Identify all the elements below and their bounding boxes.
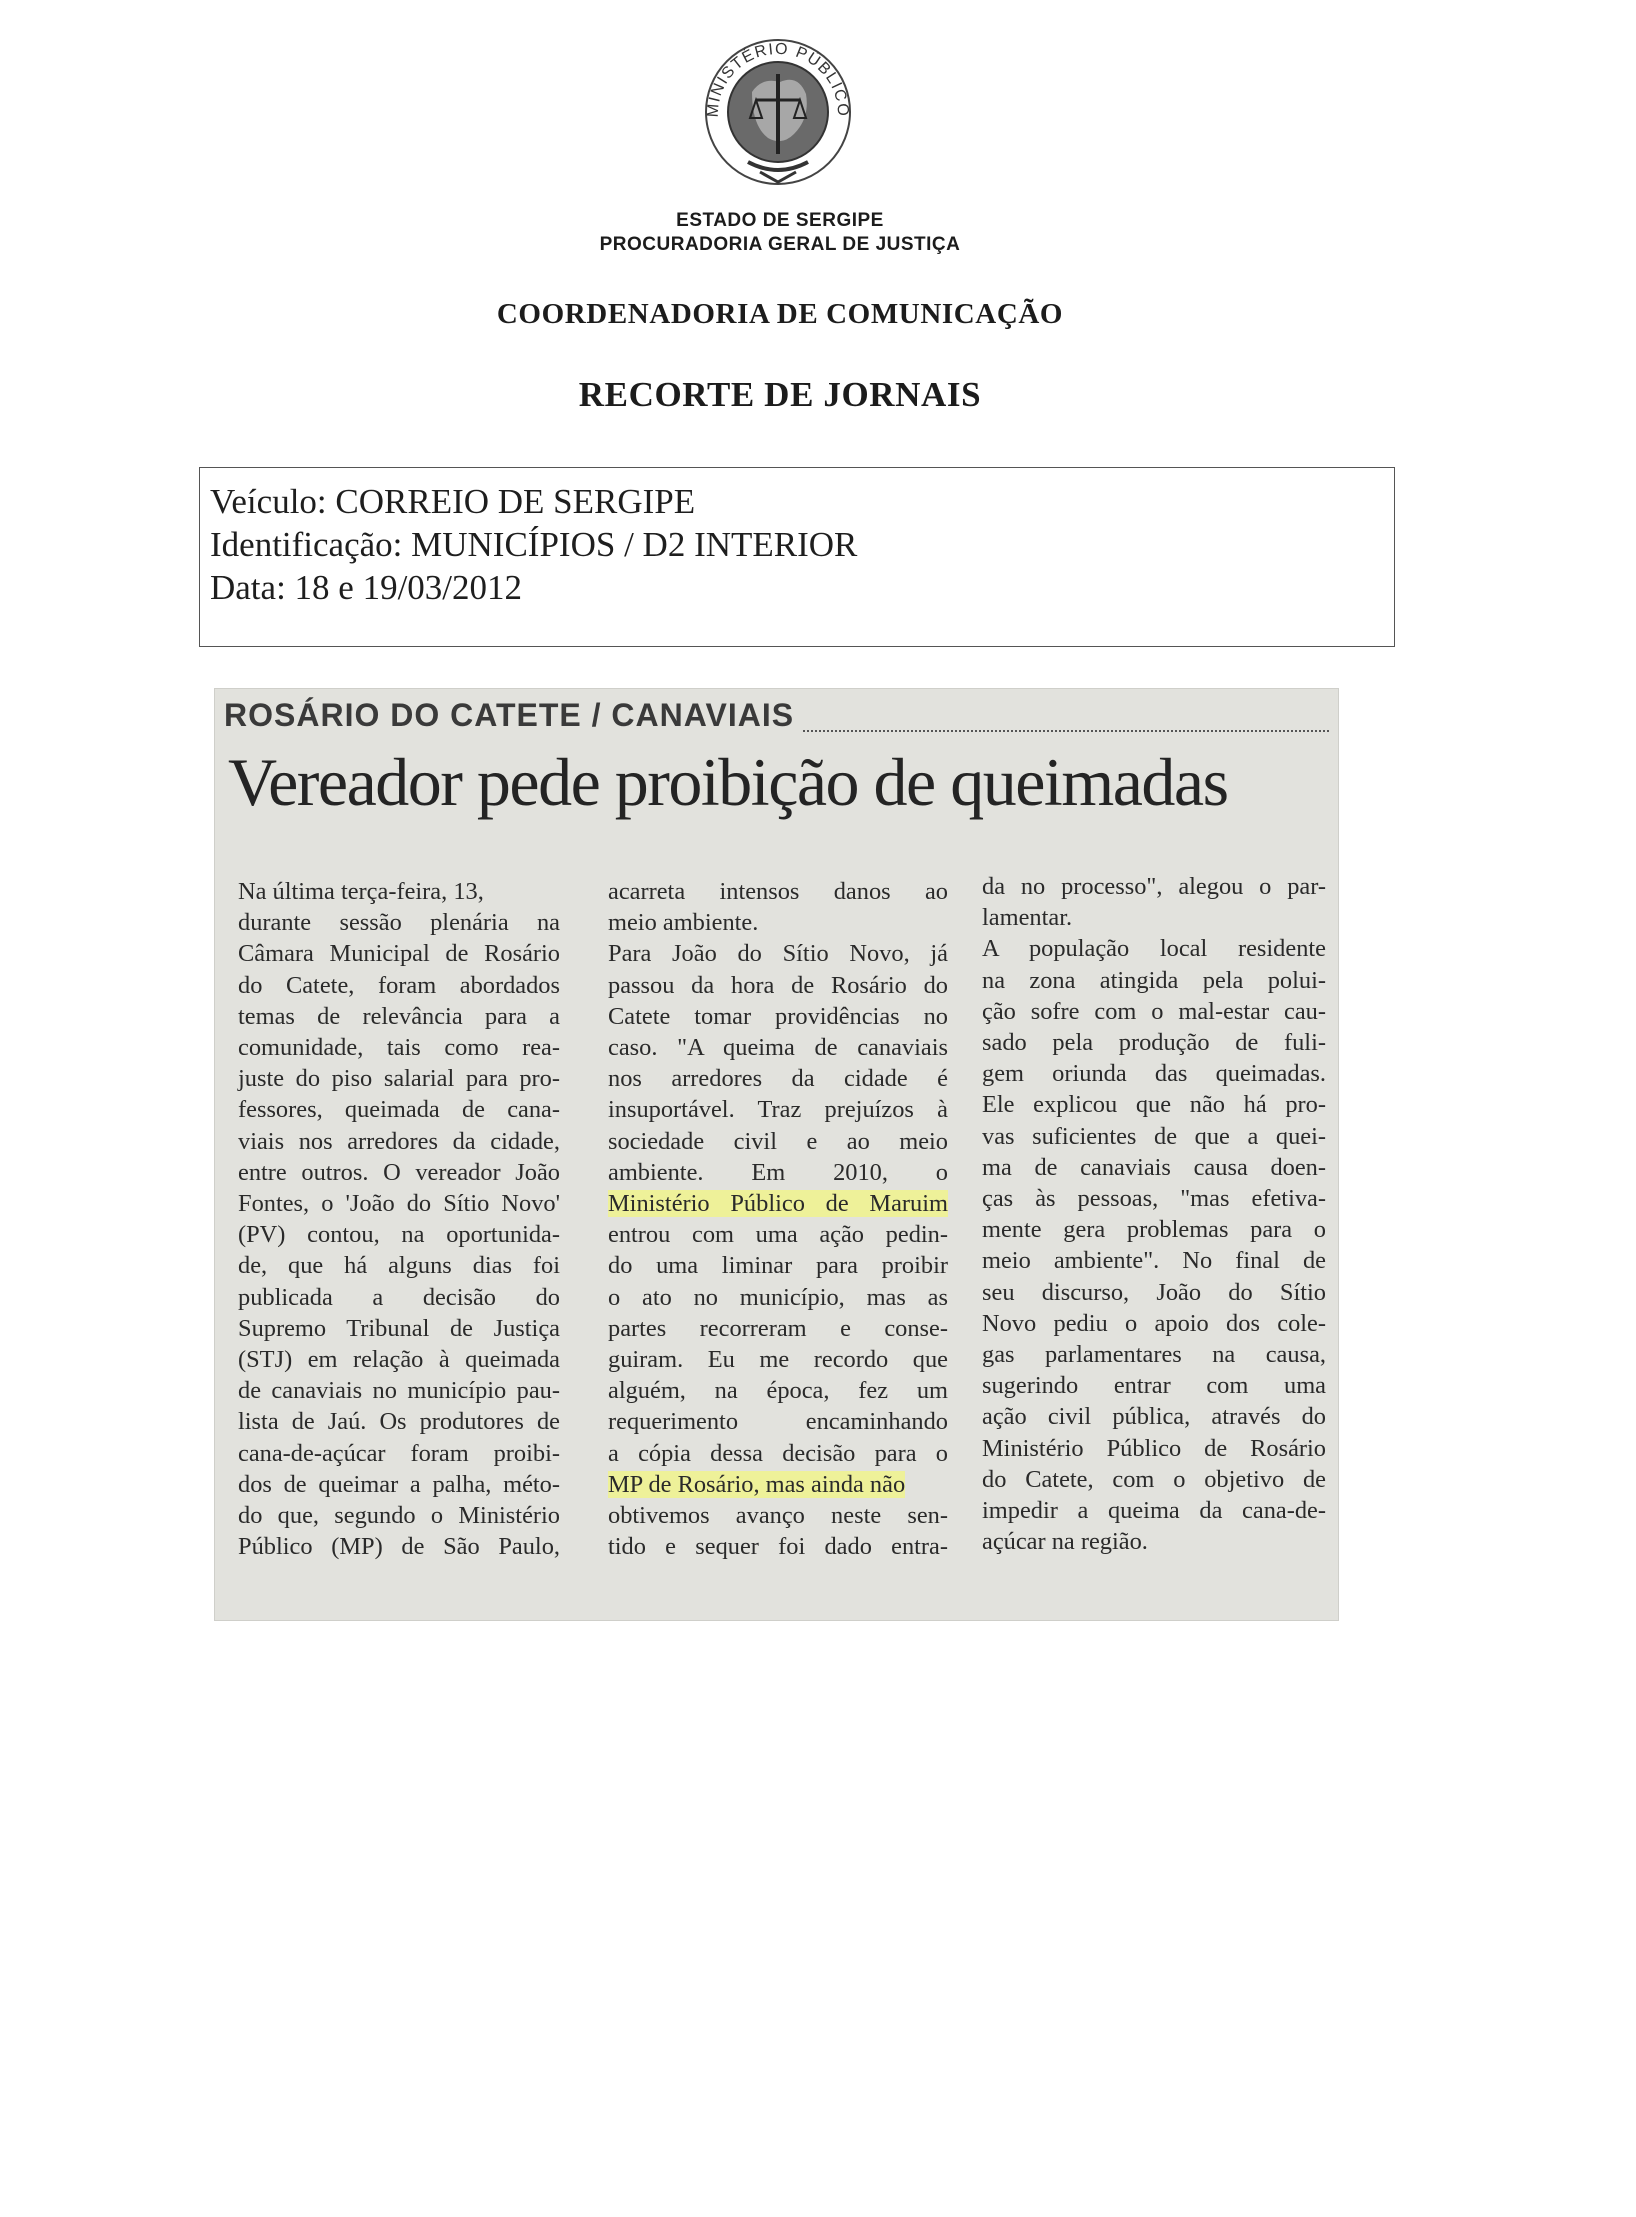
- article-line: meio ambiente". No final de: [982, 1247, 1326, 1275]
- article-line: publicada a decisão do: [238, 1283, 560, 1311]
- highlighted-text: Ministério Público de Maruim: [608, 1190, 948, 1218]
- article-line: gas parlamentares na causa,: [982, 1341, 1326, 1369]
- article-line: do Catete, foram abordados: [238, 971, 560, 999]
- article-line: do Catete, com o objetivo de: [982, 1465, 1326, 1493]
- date-line: Data: 18 e 19/03/2012: [210, 568, 523, 607]
- article-line: A população local residente: [982, 935, 1326, 963]
- article-line: Catete tomar providências no: [608, 1002, 948, 1030]
- article-line: meio ambiente.: [608, 909, 759, 937]
- article-line: de canaviais no município pau-: [238, 1377, 560, 1405]
- article-line: insuportável. Traz prejuízos à: [608, 1096, 948, 1124]
- article-line: sociedade civil e ao meio: [608, 1127, 948, 1155]
- newspaper-clipping: [214, 688, 1339, 1621]
- article-line: acarreta intensos danos ao: [608, 878, 948, 905]
- article-column-3: [982, 871, 1326, 1557]
- article-line: de, que há alguns dias foi: [238, 1252, 560, 1280]
- article-line: Novo pediu o apoio dos cole-: [982, 1309, 1326, 1337]
- article-line: ação civil pública, através do: [982, 1403, 1326, 1431]
- article-line: Supremo Tribunal de Justiça: [238, 1314, 560, 1342]
- article-line: Fontes, o 'João do Sítio Novo': [238, 1190, 560, 1218]
- article-line: na zona atingida pela polui-: [982, 966, 1326, 994]
- article-line: passou da hora de Rosário do: [608, 971, 948, 999]
- article-line: sugerindo entrar com uma: [982, 1372, 1326, 1400]
- department-name: PROCURADORIA GERAL DE JUSTIÇA: [599, 234, 961, 255]
- article-line: gem oriunda das queimadas.: [982, 1060, 1326, 1088]
- article-line: açúcar na região.: [982, 1528, 1148, 1556]
- article-line: (STJ) em relação à queimada: [238, 1346, 560, 1374]
- article-line: Público (MP) de São Paulo,: [238, 1533, 560, 1561]
- article-line: ma de canaviais causa doen-: [982, 1153, 1326, 1181]
- article-line: Para João do Sítio Novo, já: [608, 940, 948, 968]
- coordination-title: COORDENADORIA DE COMUNICAÇÃO: [496, 298, 1064, 330]
- article-line: do que, segundo o Ministério: [238, 1502, 560, 1530]
- article-line: fessores, queimada de cana-: [238, 1096, 560, 1124]
- article-line: obtivemos avanço neste sen-: [608, 1502, 948, 1530]
- article-line: partes recorreram e conse-: [608, 1314, 948, 1342]
- article-line: guiram. Eu me recordo que: [608, 1346, 948, 1374]
- article-line: dos de queimar a palha, méto-: [238, 1470, 560, 1498]
- article-line: viais nos arredores da cidade,: [238, 1127, 560, 1155]
- seal-text: MINISTÉRIO PÚBLICO: [704, 40, 852, 118]
- clipping-title: RECORTE DE JORNAIS: [578, 375, 982, 414]
- article-line: ção sofre com o mal-estar cau-: [982, 997, 1326, 1025]
- article-line: comunidade, tais como rea-: [238, 1034, 560, 1062]
- article-line: Câmara Municipal de Rosário: [238, 940, 560, 968]
- article-line: seu discurso, João do Sítio: [982, 1278, 1326, 1306]
- article-line: (PV) contou, na oportunida-: [238, 1221, 560, 1249]
- article-line: durante sessão plenária na: [238, 909, 560, 937]
- publication-info-box: [199, 467, 1395, 647]
- article-line: lamentar.: [982, 904, 1073, 932]
- article-line: caso. "A queima de canaviais: [608, 1034, 948, 1062]
- article-column-2: [608, 876, 948, 1562]
- article-column-1: [228, 876, 560, 1562]
- vehicle-line: Veículo: CORREIO DE SERGIPE: [210, 482, 696, 521]
- article-line: lista de Jaú. Os produtores de: [238, 1408, 560, 1436]
- identification-line: Identificação: MUNICÍPIOS / D2 INTERIOR: [210, 525, 858, 564]
- article-line: juste do piso salarial para pro-: [238, 1065, 560, 1093]
- ministerio-publico-seal-logo: [690, 22, 866, 198]
- article-line: [608, 1469, 948, 1500]
- article-line: nos arredores da cidade é: [608, 1065, 948, 1093]
- article-line: temas de relevância para a: [238, 1002, 560, 1030]
- article-line: da no processo", alegou o par-: [982, 873, 1326, 900]
- article-line: ças às pessoas, "mas efetiva-: [982, 1185, 1326, 1213]
- article-line: alguém, na época, fez um: [608, 1377, 948, 1405]
- article-line: do uma liminar para proibir: [608, 1252, 948, 1280]
- article-line: vas suficientes de que a quei-: [982, 1122, 1326, 1150]
- article-line: impedir a queima da cana-de-: [982, 1497, 1326, 1525]
- article-line: a cópia dessa decisão para o: [608, 1439, 948, 1467]
- state-name: ESTADO DE SERGIPE: [676, 210, 884, 231]
- highlighted-text: MP de Rosário, mas ainda não: [608, 1470, 906, 1498]
- article-line: tido e sequer foi dado entra-: [608, 1533, 948, 1561]
- article-line: o ato no município, mas as: [608, 1283, 948, 1311]
- article-kicker: ROSÁRIO DO CATETE / CANAVIAIS: [224, 696, 802, 734]
- article-line: entrou com uma ação pedin-: [608, 1221, 948, 1249]
- article-line: Na última terça-feira, 13,: [238, 878, 484, 905]
- article-line: mente gera problemas para o: [982, 1216, 1326, 1244]
- article-line: Ministério Público de Rosário: [982, 1434, 1326, 1462]
- article-line: sado pela produção de fuli-: [982, 1029, 1326, 1057]
- article-line: [608, 1188, 948, 1219]
- article-headline: Vereador pede proibição de queimadas: [228, 744, 1228, 820]
- article-line: entre outros. O vereador João: [238, 1158, 560, 1186]
- article-line: Ele explicou que não há pro-: [982, 1091, 1326, 1119]
- article-line: ambiente. Em 2010, o: [608, 1158, 948, 1186]
- article-line: cana-de-açúcar foram proibi-: [238, 1439, 560, 1467]
- article-line: requerimento encaminhando: [608, 1408, 948, 1436]
